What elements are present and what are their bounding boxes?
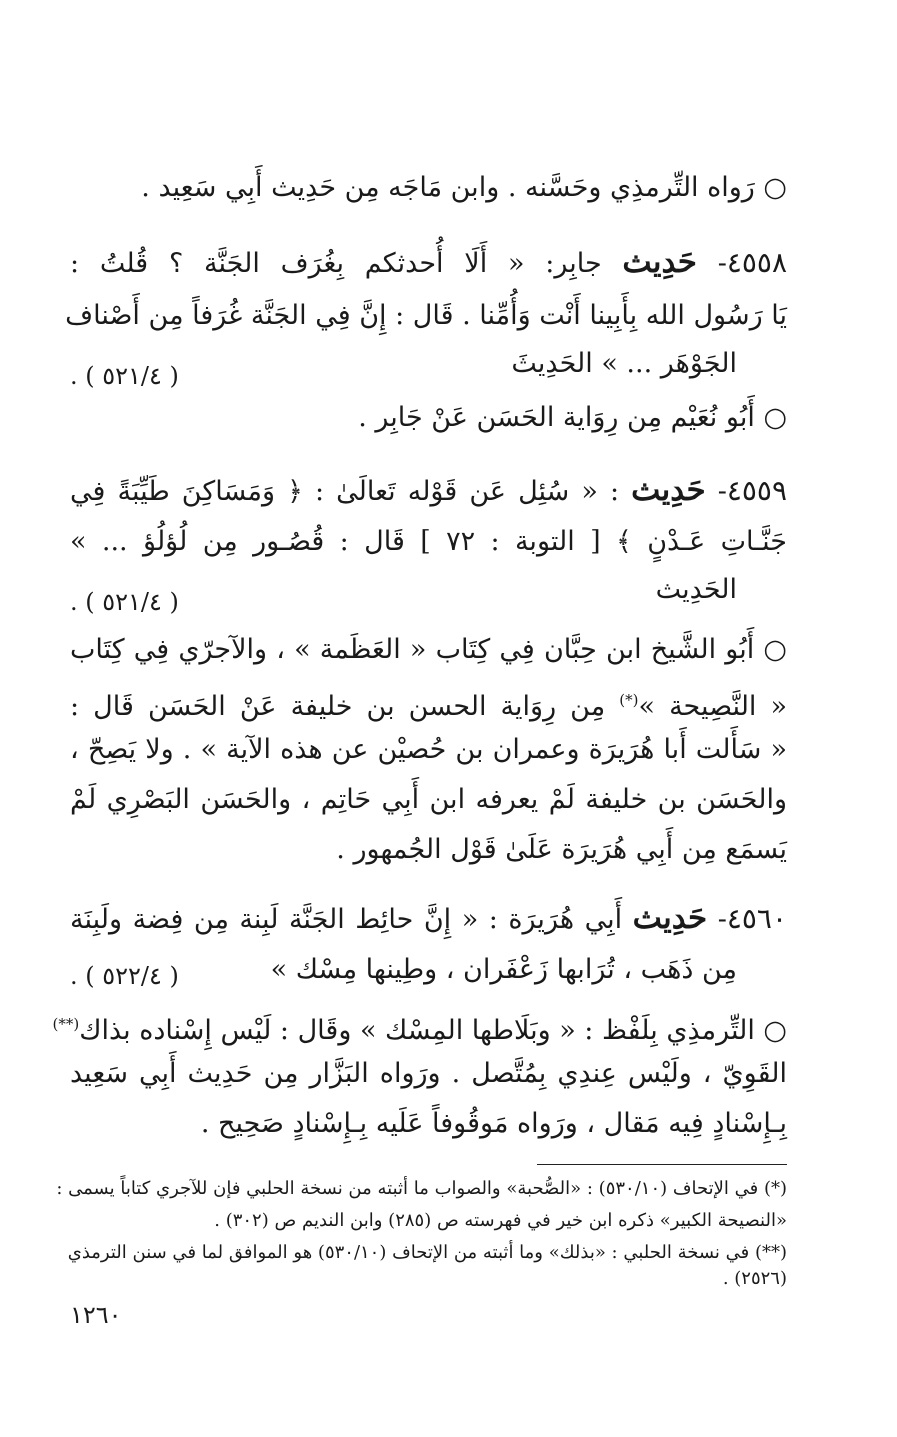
- entry-4560-ref: ( ٥٢٢/٤ ) .: [70, 962, 179, 990]
- entry-text: جابِر: « أَلَا أُحدثكم بِغُرَف الجَنَّة ؟ قُلتُ :: [70, 248, 602, 279]
- entry-number: ٤٥٥٨: [726, 246, 787, 279]
- entry-4558-ref: ( ٥٢١/٤ ) .: [70, 362, 179, 390]
- entry-keyword: حَدِيث: [632, 900, 708, 936]
- entry-4559-note-3: « سَأَلت أَبا هُرَيرَة وعمران بن حُصيْن عن هذه الآية » . ولا يَصِحّ ،: [70, 734, 787, 765]
- entry-number: ٤٥٥٩: [726, 474, 787, 507]
- footnote-2-line-1: (**) في نسخة الحلبي : «بذلك» وما أثبته من الإتحاف (٥٣٠/١٠) هو الموافق لما في سنن الترمذي: [67, 1242, 787, 1263]
- entry-4559-note-1: ○ أَبُو الشَّيخ ابن حِبَّان فِي كِتَاب « العَظَمة » ، والآجرّي فِي كِتَاب: [70, 634, 787, 665]
- entry-keyword: حَدِيث: [622, 244, 697, 280]
- page-number: ١٢٦٠: [70, 1301, 122, 1329]
- footnote-1-line-1: (*) في الإتحاف (٥٣٠/١٠) : «الصُّحبة» والصواب ما أثبته من نسخة الحلبي فإن للآجري كتاباً يسمى :: [56, 1178, 787, 1199]
- entry-text: : « سُئِل عَن قَوْله تَعالَىٰ : ﴿ وَمَسَاكِنَ طَيِّبَةً فِي: [70, 476, 620, 507]
- entry-4560-note-3: بِـإِسْنادٍ فِيه مَقال ، ورَواه مَوقُوفاً عَلَيه بِـإِسْنادٍ صَحِيح .: [200, 1108, 787, 1139]
- entry-text: أَبِي هُرَيرَة : « إِنَّ حائِط الجَنَّة لَبِنة مِن فِضة ولَبِنَة: [70, 904, 623, 935]
- entry-4559-note-2: [70, 680, 787, 727]
- entry-4560-line-2: مِن ذَهَب ، تُرَابها زَعْفَران ، وطِينها مِسْك »: [270, 954, 737, 985]
- entry-4559-line-3: الحَدِيث: [655, 574, 737, 605]
- entry-number: ٤٥٦٠: [726, 902, 787, 935]
- entry-4559-line-1: ٤٥٥٩- حَدِيث : « سُئِل عَن قَوْله تَعالَىٰ : ﴿ وَمَسَاكِنَ طَيِّبَةً فِي: [70, 472, 787, 508]
- entry-keyword: حَدِيث: [631, 472, 706, 508]
- footnote-divider: [537, 1164, 787, 1165]
- footnote-1-line-2: «النصيحة الكبير» ذكره ابن خير في فهرسته ص (٢٨٥) وابن النديم ص (٣٠٢) .: [214, 1210, 787, 1231]
- footnote-2-line-2: (٢٥٢٦) .: [722, 1268, 787, 1289]
- note-fragment: ○ التِّرمذِي بِلَفْظ : « وبَلَاطها المِسْك » وقَال : لَيْس إِسْناده بذاك: [79, 1015, 787, 1046]
- entry-4559-note-4: والحَسَن بن خليفة لَمْ يعرفه ابن أَبِي حَاتِم ، والحَسَن البَصْرِي لَمْ: [70, 784, 787, 815]
- entry-4560-note-1: [52, 1004, 787, 1051]
- footnote-mark: (*): [619, 691, 639, 709]
- entry-4558-line-3: الجَوْهَر ... » الحَدِيثَ: [511, 348, 737, 379]
- entry-4558-note: ○ أَبُو نُعَيْم مِن رِوَاية الحَسَن عَنْ جَابِر .: [358, 402, 787, 433]
- entry-4558-line-2: يَا رَسُول الله بِأَبِينا أَنْت وَأُمِّنا . قَال : إِنَّ فِي الجَنَّة غُرَفاً مِن أَصْناف: [65, 300, 787, 331]
- note-fragment: مِن رِوَاية الحسن بن خليفة عَنْ الحَسَن قَال :: [70, 691, 606, 722]
- entry-4560-line-1: ٤٥٦٠- حَدِيث أَبِي هُرَيرَة : « إِنَّ حائِط الجَنَّة لَبِنة مِن فِضة ولَبِنَة: [70, 900, 787, 936]
- entry-4559-line-2: جَنَّـاتِ عَـدْنٍ ﴾ [ التوبة : ٧٢ ] قَال : قُصُـور مِن لُؤلُؤ ... »: [70, 526, 787, 557]
- entry-4559-note-5: يَسمَع مِن أَبِي هُرَيرَة عَلَىٰ قَوْل الجُمهور .: [336, 834, 787, 865]
- top-note: ○ رَواه التِّرمذِي وحَسَّنه . وابن مَاجَه مِن حَدِيث أَبِي سَعِيد .: [141, 172, 787, 203]
- entry-4558-line-1: ٤٥٥٨- حَدِيث جابِر: « أَلَا أُحدثكم بِغُرَف الجَنَّة ؟ قُلتُ :: [70, 244, 787, 280]
- entry-4559-ref: ( ٥٢١/٤ ) .: [70, 588, 179, 616]
- note-fragment: « النَّصِيحة »: [638, 691, 788, 722]
- footnote-mark: (**): [52, 1015, 80, 1033]
- entry-4560-note-2: القَوِيّ ، ولَيْس عِندِي بِمُتَّصل . ورَواه البَزَّار مِن حَدِيث أَبِي سَعِيد: [70, 1058, 787, 1089]
